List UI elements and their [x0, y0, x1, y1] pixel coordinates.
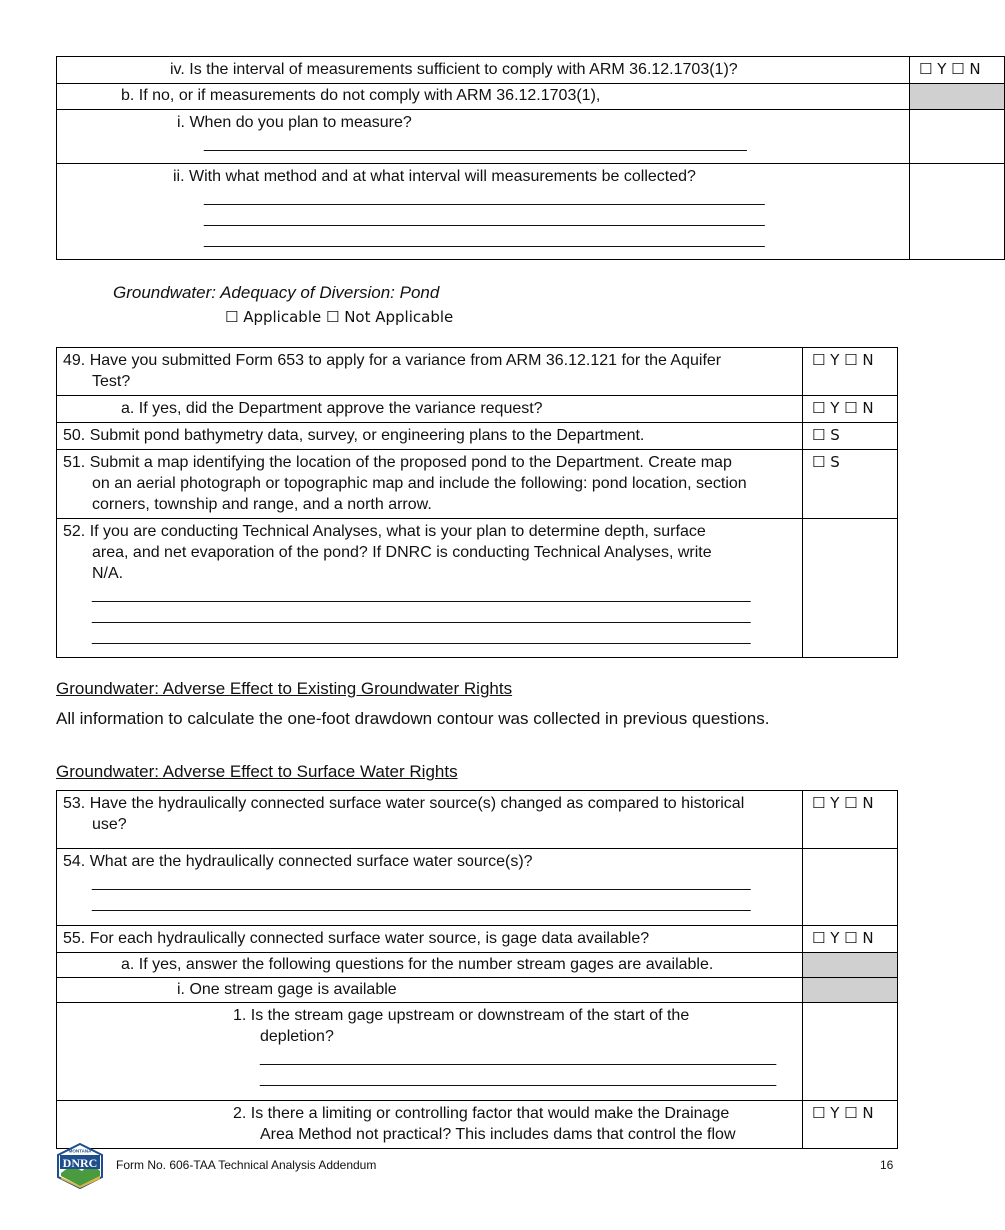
question-cell	[57, 849, 803, 926]
answer-line[interactable]: _______________________________________________________________	[204, 210, 765, 227]
question-text: 50. Submit pond bathymetry data, survey, or engineering plans to the Department.	[63, 427, 645, 444]
submit-checkbox[interactable]: ☐ S	[803, 450, 898, 519]
question-text: Test?	[92, 373, 131, 390]
question-text: 2. Is there a limiting or controlling factor that would make the Drainage	[233, 1105, 730, 1122]
question-text: b. If no, or if measurements do not comply with ARM 36.12.1703(1),	[121, 87, 601, 104]
question-cell	[57, 396, 803, 423]
yes-no-checkbox[interactable]: ☐ Y ☐ N	[803, 926, 898, 953]
answer-line[interactable]: _______________________________________________________________	[204, 231, 765, 248]
table-row	[57, 396, 898, 423]
measurement-table	[56, 56, 1005, 260]
question-text: ii. With what method and at what interval will measurements be collected?	[173, 168, 696, 185]
empty-cell	[910, 164, 1005, 260]
empty-cell	[803, 849, 898, 926]
table-row	[57, 926, 898, 953]
question-cell	[57, 978, 803, 1003]
question-text: iv. Is the interval of measurements sufficient to comply with ARM 36.12.1703(1)?	[170, 61, 738, 78]
question-cell	[57, 110, 910, 164]
pond-table	[56, 347, 898, 658]
question-text: a. If yes, did the Department approve the variance request?	[121, 400, 543, 417]
question-cell	[57, 519, 803, 658]
question-text: 51. Submit a map identifying the location of the proposed pond to the Department. Create map	[63, 454, 732, 471]
question-text: i. One stream gage is available	[177, 981, 397, 998]
yes-no-checkbox[interactable]: ☐ Y ☐ N	[803, 348, 898, 396]
question-text: Area Method not practical? This includes dams that control the flow	[260, 1126, 736, 1143]
surface-rights-heading: Groundwater: Adverse Effect to Surface Water Rights	[56, 762, 458, 781]
table-row	[57, 423, 898, 450]
yes-no-checkbox[interactable]: ☐ Y ☐ N	[803, 396, 898, 423]
shaded-cell	[910, 84, 1005, 110]
question-text: corners, township and range, and a north arrow.	[92, 496, 432, 513]
table-row	[57, 57, 1005, 84]
table-row	[57, 849, 898, 926]
question-text: 55. For each hydraulically connected surface water source, is gage data available?	[63, 930, 650, 947]
question-text: depletion?	[260, 1028, 334, 1045]
yes-no-checkbox[interactable]: ☐ Y ☐ N	[803, 791, 898, 849]
answer-line[interactable]: _______________________________________________________________	[204, 189, 765, 206]
table-row	[57, 953, 898, 978]
existing-rights-heading: Groundwater: Adverse Effect to Existing Groundwater Rights	[56, 679, 513, 698]
table-row	[57, 110, 1005, 164]
question-text: area, and net evaporation of the pond? If DNRC is conducting Technical Analyses, write	[92, 544, 712, 561]
question-text: 1. Is the stream gage upstream or downstream of the start of the	[233, 1007, 690, 1024]
question-text: N/A.	[92, 565, 124, 582]
table-row	[57, 1003, 898, 1101]
yes-no-checkbox[interactable]: ☐ Y ☐ N	[910, 57, 1005, 84]
question-cell	[57, 423, 803, 450]
question-cell	[57, 926, 803, 953]
answer-line[interactable]: __________________________________________________________________________	[92, 874, 751, 891]
pond-section-heading: Groundwater: Adequacy of Diversion: Pond	[113, 283, 440, 302]
question-cell	[57, 348, 803, 396]
shaded-cell	[803, 978, 898, 1003]
footer-form-name: Form No. 606-TAA Technical Analysis Addendum	[116, 1158, 377, 1172]
question-cell	[57, 450, 803, 519]
svg-text:MONTANA: MONTANA	[68, 1148, 92, 1154]
yes-no-checkbox[interactable]: ☐ Y ☐ N	[803, 1101, 898, 1149]
question-text: 49. Have you submitted Form 653 to apply for a variance from ARM 36.12.121 for the Aquifer	[63, 352, 722, 369]
question-text: 54. What are the hydraulically connected surface water source(s)?	[63, 853, 533, 870]
question-cell	[57, 1101, 803, 1149]
answer-line[interactable]: __________________________________________________________________________	[92, 895, 751, 912]
table-row	[57, 519, 898, 658]
table-row	[57, 791, 898, 849]
answer-line[interactable]: __________________________________________________________	[260, 1049, 777, 1066]
question-cell	[57, 1003, 803, 1101]
answer-line[interactable]: __________________________________________________________________________	[92, 586, 751, 603]
table-row	[57, 348, 898, 396]
table-row	[57, 450, 898, 519]
question-text: on an aerial photograph or topographic map and include the following: pond location, section	[92, 475, 747, 492]
answer-line[interactable]: __________________________________________________________________________	[92, 607, 751, 624]
table-row	[57, 1101, 898, 1149]
question-text: i. When do you plan to measure?	[177, 114, 412, 131]
question-text: 53. Have the hydraulically connected surface water source(s) changed as compared to historical	[63, 795, 745, 812]
question-text: 52. If you are conducting Technical Analyses, what is your plan to determine depth, surface	[63, 523, 706, 540]
table-row	[57, 164, 1005, 260]
question-cell	[57, 164, 910, 260]
submit-checkbox[interactable]: ☐ S	[803, 423, 898, 450]
empty-cell	[803, 519, 898, 658]
table-row	[57, 84, 1005, 110]
question-cell	[57, 791, 803, 849]
answer-line[interactable]: _____________________________________________________________	[204, 135, 747, 152]
surface-water-table	[56, 790, 898, 1149]
page-number: 16	[880, 1158, 894, 1172]
question-text: a. If yes, answer the following questions for the number stream gages are available.	[121, 956, 714, 973]
question-cell	[57, 953, 803, 978]
shaded-cell	[803, 953, 898, 978]
table-row	[57, 978, 898, 1003]
question-cell	[57, 57, 910, 84]
empty-cell	[803, 1003, 898, 1101]
empty-cell	[910, 110, 1005, 164]
existing-rights-text: All information to calculate the one-foot drawdown contour was collected in previous questions.	[56, 709, 770, 728]
applicable-checkboxes[interactable]: ☐ Applicable ☐ Not Applicable	[225, 308, 454, 326]
svg-text:DNRC: DNRC	[62, 1156, 98, 1170]
answer-line[interactable]: __________________________________________________________________________	[92, 628, 751, 645]
question-text: use?	[92, 816, 127, 833]
question-cell	[57, 84, 910, 110]
dnrc-logo	[56, 1143, 104, 1194]
answer-line[interactable]: __________________________________________________________	[260, 1070, 777, 1087]
